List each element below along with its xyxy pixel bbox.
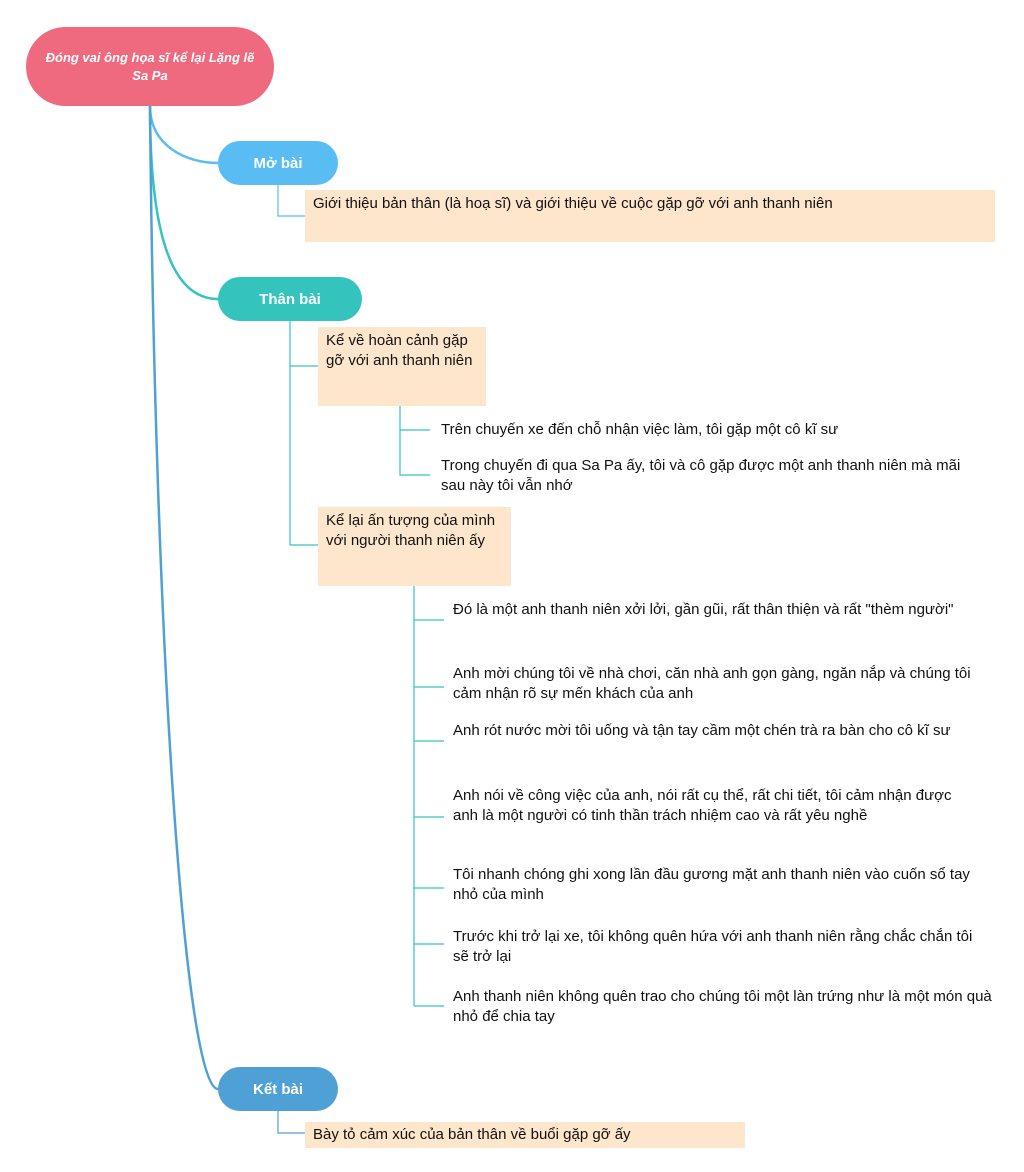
ket-bai-content[interactable]: Bày tỏ cảm xúc của bản thân về buổi gặp gỡ ấy [305,1122,745,1148]
leaf-item[interactable]: Trong chuyến đi qua Sa Pa ấy, tôi và cô gặp được một anh thanh niên mà mãi sau này tôi vẫn nhớ [441,457,961,494]
leaf-item[interactable]: Anh rót nước mời tôi uống và tận tay cầm một chén trà ra bàn cho cô kĩ sư [453,722,951,739]
connector-ketbai-content [278,1111,305,1133]
leaf-item[interactable]: Trước khi trở lại xe, tôi không quên hứa với anh thanh niên rằng chắc chắn tôi sẽ trở lại [453,928,973,965]
connector-ketbai [150,106,218,1089]
connector-section1-items [400,406,430,475]
connector-mobai [150,106,218,163]
connector-mobai-content [278,185,305,216]
leaf-item[interactable]: Anh nói về công việc của anh, nói rất cụ thể, rất chi tiết, tôi cảm nhận được anh là một người có tinh thần trách nhiệm cao và rất yêu nghề [453,787,952,824]
ket-bai-label: Kết bài [252,1080,303,1098]
branch-than-bai[interactable] [218,277,362,321]
connector-thanbai-sections [290,321,318,545]
leaf-item[interactable]: Anh mời chúng tôi về nhà chơi, căn nhà anh gọn gàng, ngăn nắp và chúng tôi cảm nhận rõ sự mến khách của anh [453,665,971,702]
connector-section2-items [414,586,444,1006]
branch-mo-bai[interactable] [218,141,338,185]
leaf-item[interactable]: Anh thanh niên không quên trao cho chúng tôi một làn trứng như là một món quà nhỏ để chia tay [453,988,992,1025]
leaf-item[interactable]: Đó là một anh thanh niên xởi lởi, gần gũi, rất thân thiện và rất "thèm người" [453,601,954,618]
leaf-item[interactable]: Trên chuyến xe đến chỗ nhận việc làm, tôi gặp một cô kĩ sư [441,421,839,438]
mo-bai-content[interactable]: Giới thiệu bản thân (là hoạ sĩ) và giới thiệu về cuộc gặp gỡ với anh thanh niên [305,190,995,242]
section-an-tuong[interactable]: Kể lại ấn tượng của mình với người thanh niên ấy [318,507,511,586]
mo-bai-label: Mở bài [253,154,303,172]
leaf-item[interactable]: Tôi nhanh chóng ghi xong lần đầu gương mặt anh thanh niên vào cuốn sổ tay nhỏ của mình [453,866,970,903]
than-bai-label: Thân bài [259,290,321,308]
root-label: Đóng vai ông họa sĩ kể lại Lặng lẽ Sa Pa [45,49,255,83]
section-hoan-canh[interactable]: Kể về hoàn cảnh gặp gỡ với anh thanh niên [318,327,486,406]
root-node[interactable] [26,27,274,106]
branch-ket-bai[interactable] [218,1067,338,1111]
connector-thanbai [150,106,218,299]
